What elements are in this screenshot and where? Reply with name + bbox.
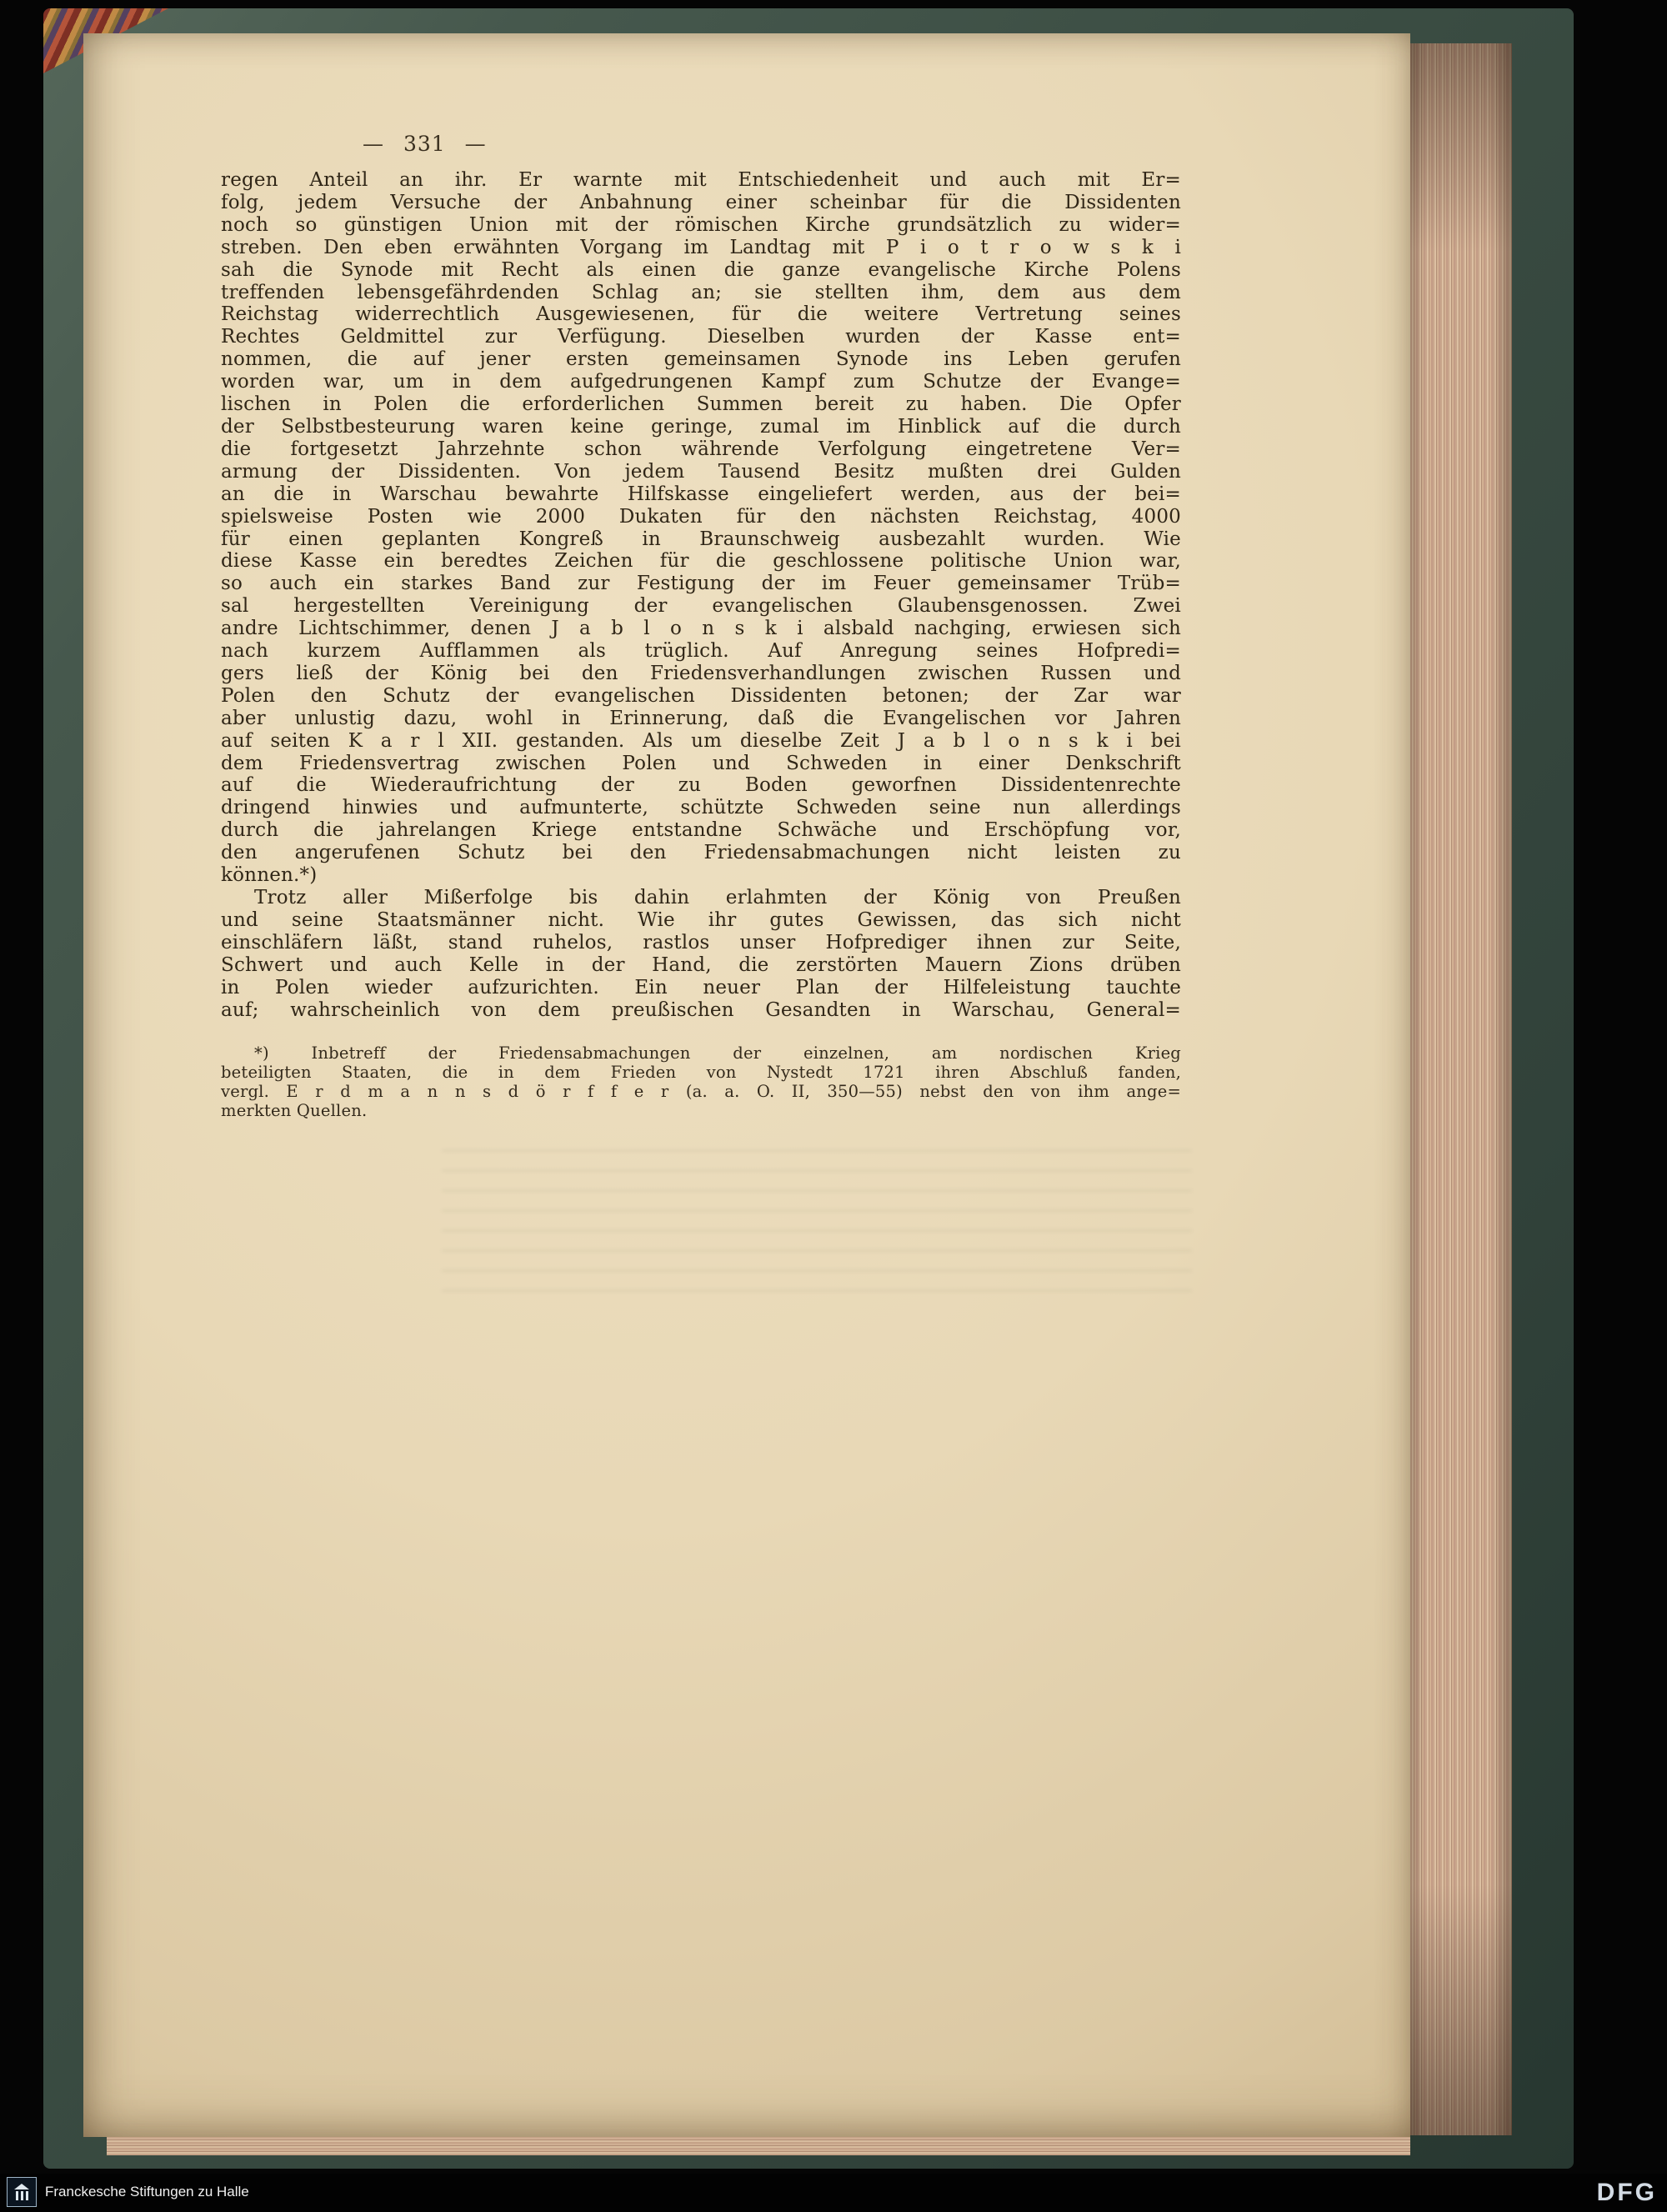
text-line: aber unlustig dazu, wohl in Erinnerung, daß die Evangelischen vor Jahren bbox=[221, 707, 1181, 729]
text-line: so auch ein starkes Band zur Festigung der im Feuer gemeinsamer Trüb= bbox=[221, 573, 1181, 595]
text-line: Trotz aller Mißerfolge bis dahin erlahmten der König von Preußen bbox=[254, 887, 1181, 908]
text-line: spielsweise Posten wie 2000 Dukaten für den nächsten Reichstag, 4000 bbox=[221, 505, 1181, 528]
text-line: einschläfern läßt, stand ruhelos, rastlos unser Hofprediger ihnen zur Seite, bbox=[221, 931, 1181, 953]
ink-bleedthrough bbox=[442, 1142, 1192, 1292]
text-line: lischen in Polen die erforderlichen Summen bereit zu haben. Die Opfer bbox=[221, 393, 1181, 416]
text-line: auf; wahrscheinlich von dem preußischen Gesandten in Warschau, General= bbox=[221, 998, 1181, 1021]
text-line: treffenden lebensgefährdenden Schlag an; sie stellten ihm, dem aus dem bbox=[221, 281, 1181, 303]
text-line: an die in Warschau bewahrte Hilfskasse eingeliefert werden, aus der bei= bbox=[221, 483, 1181, 505]
book-page bbox=[83, 33, 1410, 2137]
text-line: durch die jahrelangen Kriege entstandne Schwäche und Erschöpfung vor, bbox=[221, 819, 1181, 842]
building-roof-icon bbox=[14, 2184, 29, 2189]
text-line: vergl. E r d m a n n s d ö r f f e r (a. a. O. II, 350—55) nebst den von ihm ange= bbox=[221, 1082, 1181, 1101]
text-line: merkten Quellen. bbox=[221, 1101, 368, 1120]
text-line: die fortgesetzt Jahrzehnte schon währende Verfolgung eingetretene Ver= bbox=[221, 438, 1181, 460]
text-line: auf die Wiederaufrichtung der zu Boden geworfnen Dissidentenrechte bbox=[221, 774, 1181, 797]
text-line: worden war, um in dem aufgedrungenen Kampf zum Schutze der Evange= bbox=[221, 371, 1181, 393]
text-line: folg, jedem Versuche der Anbahnung einer scheinbar für die Dissidenten bbox=[221, 191, 1181, 213]
text-line: für einen geplanten Kongreß in Braunschweig ausbezahlt wurden. Wie bbox=[221, 528, 1181, 550]
text-line: andre Lichtschimmer, denen J a b l o n s k i alsbald nachging, erwiesen sich bbox=[221, 618, 1181, 640]
page-edges-right bbox=[1410, 43, 1512, 2135]
building-columns-icon bbox=[16, 2191, 28, 2200]
text-line: und seine Staatsmänner nicht. Wie ihr gutes Gewissen, das sich nicht bbox=[221, 908, 1181, 931]
text-line: streben. Den eben erwähnten Vorgang im Landtag mit P i o t r o w s k i bbox=[221, 236, 1181, 258]
text-line: Schwert und auch Kelle in der Hand, die zerstörten Mauern Zions drüben bbox=[221, 953, 1181, 976]
text-line: nommen, die auf jener ersten gemeinsamen Synode ins Leben gerufen bbox=[221, 348, 1181, 371]
text-line: noch so günstigen Union mit der römischen Kirche grundsätzlich zu wider= bbox=[221, 213, 1181, 236]
text-line: in Polen wieder aufzurichten. Ein neuer Plan der Hilfeleistung tauchte bbox=[221, 976, 1181, 998]
text-line: Polen den Schutz der evangelischen Dissidenten betonen; der Zar war bbox=[221, 684, 1181, 707]
text-line: dem Friedensvertrag zwischen Polen und Schweden in einer Denkschrift bbox=[221, 752, 1181, 774]
text-line: *) Inbetreff der Friedensabmachungen der einzelnen, am nordischen Krieg bbox=[254, 1043, 1181, 1063]
dfg-logo: DFG bbox=[1596, 2179, 1657, 2206]
institution-label: Franckesche Stiftungen zu Halle bbox=[45, 2184, 249, 2199]
text-line: Rechtes Geldmittel zur Verfügung. Dieselben wurden der Kasse ent= bbox=[221, 326, 1181, 348]
text-line: auf seiten K a r l XII. gestanden. Als um dieselbe Zeit J a b l o n s k i bei bbox=[221, 729, 1181, 752]
text-line: regen Anteil an ihr. Er warnte mit Entschiedenheit und auch mit Er= bbox=[221, 169, 1181, 191]
digitization-footer-bar bbox=[0, 2174, 1667, 2212]
text-line: beteiligten Staaten, die in dem Frieden von Nystedt 1721 ihren Abschluß fanden, bbox=[221, 1063, 1181, 1082]
page-number: — 331 — bbox=[363, 132, 487, 156]
text-line: sal hergestellten Vereinigung der evangelischen Glaubensgenossen. Zwei bbox=[221, 595, 1181, 618]
body-text-block bbox=[221, 169, 1181, 1021]
text-line: den angerufenen Schutz bei den Friedensabmachungen nicht leisten zu bbox=[221, 842, 1181, 864]
text-line: dringend hinwies und aufmunterte, schützte Schweden seine nun allerdings bbox=[221, 797, 1181, 819]
text-line: können.*) bbox=[221, 864, 318, 887]
text-line: der Selbstbesteurung waren keine geringe, zumal im Hinblick auf die durch bbox=[221, 415, 1181, 438]
page-edges-bottom bbox=[107, 2137, 1410, 2155]
text-line: nach kurzem Aufflammen als trüglich. Auf Anregung seines Hofpredi= bbox=[221, 640, 1181, 663]
text-line: gers ließ der König bei den Friedensverhandlungen zwischen Russen und bbox=[221, 662, 1181, 684]
text-line: sah die Synode mit Recht als einen die ganze evangelische Kirche Polens bbox=[221, 258, 1181, 281]
text-line: armung der Dissidenten. Von jedem Tausend Besitz mußten drei Gulden bbox=[221, 460, 1181, 483]
text-line: Reichstag widerrechtlich Ausgewiesenen, für die weitere Vertretung seines bbox=[221, 303, 1181, 326]
franckesche-stiftungen-logo bbox=[7, 2177, 37, 2207]
text-line: diese Kasse ein beredtes Zeichen für die geschlossene politische Union war, bbox=[221, 550, 1181, 573]
footnote-block bbox=[221, 1043, 1181, 1120]
